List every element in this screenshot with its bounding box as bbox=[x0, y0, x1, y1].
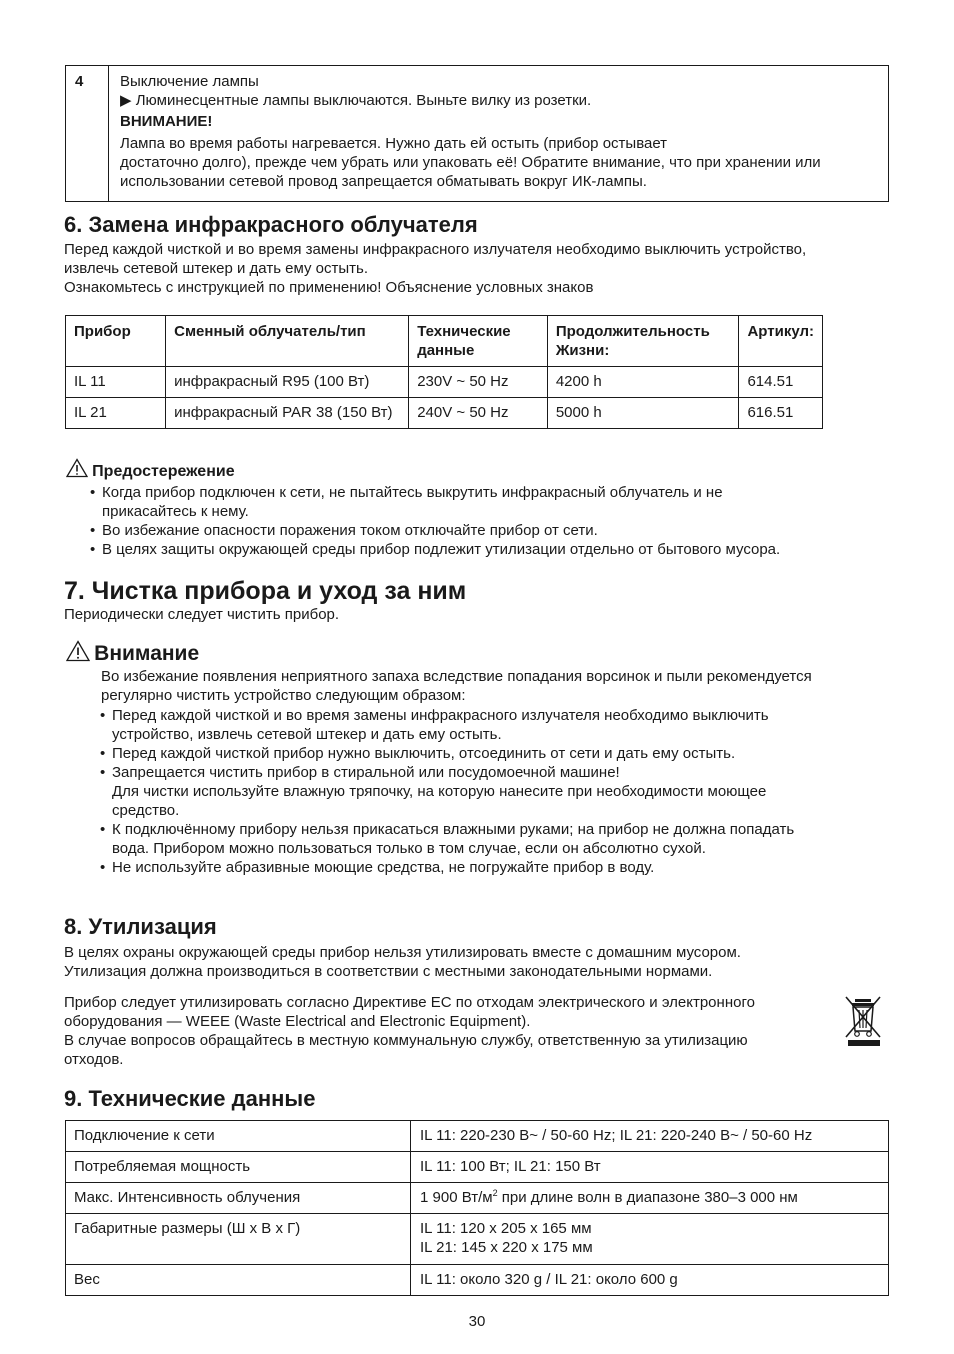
list-item-text: К подключённому прибору нельзя прикасаться влажными руками; на прибор не должна попадать bbox=[112, 821, 795, 838]
lamp-table-header-life-l2: Жизни: bbox=[555, 342, 610, 359]
table-row bbox=[66, 1265, 889, 1296]
section8-p6: отходов. bbox=[64, 1051, 124, 1068]
section8-p1: В целях охраны окружающей среды прибор нельзя утилизировать вместе с домашним мусором. bbox=[64, 944, 741, 961]
list-item-text: Перед каждой чисткой прибор нужно выключить, отсоединить от сети и дать ему остыть. bbox=[112, 745, 736, 762]
list-item bbox=[100, 782, 890, 801]
list-item: • Когда прибор подключен к сети, не пытайтесь выкрутить инфракрасный облучатель и не bbox=[90, 484, 723, 501]
list-item-text: Для чистки используйте влажную тряпочку, на которую нанесите при необходимости моющее bbox=[112, 783, 767, 800]
list-item-text: В целях защиты окружающей среды прибор подлежит утилизации отдельно от бытового мусора. bbox=[102, 541, 781, 558]
list-item-text: Перед каждой чисткой и во время замены инфракрасного излучателя необходимо выключить bbox=[112, 707, 769, 724]
table-cell: инфракрасный PAR 38 (150 Вт) bbox=[166, 398, 409, 429]
section6-intro bbox=[64, 240, 894, 297]
table-row bbox=[66, 1121, 889, 1152]
list-item: • Во избежание опасности поражения током отключайте прибор от сети. bbox=[90, 522, 598, 539]
section7-intro1: Во избежание появления неприятного запаха вследствие попадания ворсинок и пыли рекомендуется bbox=[101, 668, 812, 685]
table-cell: 5000 h bbox=[547, 398, 739, 429]
caution-title: ВНИМАНИЕ! bbox=[120, 113, 213, 130]
value-line: IL 11: 120 x 205 x 165 мм bbox=[420, 1220, 592, 1237]
table-cell: IL 21 bbox=[66, 398, 166, 429]
list-item-text: устройство, извлечь сетевой штекер и дать ему остыть. bbox=[112, 726, 502, 743]
lamp-table-header-life bbox=[547, 316, 739, 367]
table-cell: 614.51 bbox=[739, 367, 823, 398]
table-row bbox=[66, 398, 823, 429]
table-row bbox=[66, 1214, 889, 1265]
caution-line2: достаточно долго), прежде чем убрать или упаковать её! Обратите внимание, что при хранении или bbox=[120, 154, 821, 171]
page-number: 30 bbox=[468, 1313, 486, 1330]
table-cell: 4200 h bbox=[547, 367, 739, 398]
lamp-table-header-life-l1: Продолжительность bbox=[555, 323, 710, 340]
table-cell-key: Вес bbox=[66, 1265, 411, 1296]
step4-number: 4 bbox=[75, 73, 84, 90]
section6-p1: Перед каждой чисткой и во время замены инфракрасного излучателя необходимо выключить устройство, bbox=[64, 241, 807, 258]
lamp-table-header-device: Прибор bbox=[66, 316, 166, 367]
value-superscript: 2 bbox=[492, 1188, 498, 1198]
section6-warning-list bbox=[90, 483, 890, 559]
table-cell: 616.51 bbox=[739, 398, 823, 429]
lamp-table-header-tech-l1: Технические bbox=[417, 323, 511, 340]
caution-line1: Лампа во время работы нагревается. Нужно дать ей остыть (прибор остывает bbox=[120, 135, 668, 152]
caution-line3: использовании сетевой провод запрещается обматывать вокруг ИК-лампы. bbox=[120, 173, 647, 190]
warning-triangle-icon bbox=[66, 640, 90, 662]
weee-crossed-bin-icon bbox=[844, 995, 882, 1047]
section6-p2: извлечь сетевой штекер и дать ему остыть. bbox=[64, 260, 369, 277]
table-row bbox=[66, 367, 823, 398]
table-cell-key: Габаритные размеры (Ш x В x Г) bbox=[66, 1214, 411, 1265]
list-item-text: Не используйте абразивные моющие средства, не погружайте прибор в воду. bbox=[112, 859, 655, 876]
list-item: • В целях защиты окружающей среды прибор подлежит утилизации отдельно от бытового мусора. bbox=[90, 541, 781, 558]
section7-title: 7. Чистка прибора и уход за ним bbox=[64, 577, 467, 605]
list-item: • К подключённому прибору нельзя прикасаться влажными руками; на прибор не должна попадать bbox=[100, 821, 795, 838]
lamp-table-header-tech-l2: данные bbox=[417, 342, 475, 359]
section7-intro2: регулярно чистить устройство следующим образом: bbox=[101, 687, 466, 704]
table-cell-value: IL 11: 100 Вт; IL 21: 150 Вт bbox=[411, 1152, 889, 1183]
section6-warning-title: Предостережение bbox=[92, 463, 235, 480]
section7-warning-heading bbox=[66, 640, 199, 665]
table-cell: инфракрасный R95 (100 Вт) bbox=[166, 367, 409, 398]
lamp-table-header-article: Артикул: bbox=[739, 316, 823, 367]
table-row bbox=[66, 1183, 889, 1214]
section8-body bbox=[64, 943, 844, 1069]
list-item bbox=[100, 725, 890, 744]
section8-title: 8. Утилизация bbox=[64, 914, 217, 939]
table-cell-key: Подключение к сети bbox=[66, 1121, 411, 1152]
section9-title: 9. Технические данные bbox=[64, 1086, 316, 1111]
list-item-text: Когда прибор подключен к сети, не пытайтесь выкрутить инфракрасный облучатель и не bbox=[102, 484, 723, 501]
list-item: • Не используйте абразивные моющие средства, не погружайте прибор в воду. bbox=[100, 859, 655, 876]
table-cell-key: Потребляемая мощность bbox=[66, 1152, 411, 1183]
section6-warning-heading bbox=[66, 458, 235, 481]
section8-p2: Утилизация должна производиться в соответствии с местными законодательными нормами. bbox=[64, 963, 713, 980]
table-cell: 230V ~ 50 Hz bbox=[409, 367, 548, 398]
list-item-text: прикасайтесь к нему. bbox=[102, 503, 249, 520]
list-item: • Запрещается чистить прибор в стиральной или посудомоечной машине! bbox=[100, 764, 620, 781]
table-cell-key: Макс. Интенсивность облучения bbox=[66, 1183, 411, 1214]
lamp-table-header-tech bbox=[409, 316, 548, 367]
step4-text bbox=[120, 72, 880, 191]
section8-p3: Прибор следует утилизировать согласно Директиве ЕС по отходам электрического и электронного bbox=[64, 994, 755, 1011]
step4-divider bbox=[108, 66, 109, 201]
list-item bbox=[100, 839, 890, 858]
section8-p4: оборудования — WEEE (Waste Electrical and Electronic Equipment). bbox=[64, 1013, 531, 1030]
table-cell: 240V ~ 50 Hz bbox=[409, 398, 548, 429]
step4-line2: ▶ Люминесцентные лампы выключаются. Выньте вилку из розетки. bbox=[120, 92, 592, 109]
value-part: 1 900 Вт/м bbox=[420, 1189, 493, 1206]
step4-box bbox=[65, 65, 889, 202]
tech-data-table bbox=[65, 1120, 889, 1296]
step4-line1: Выключение лампы bbox=[120, 73, 259, 90]
value-part: при длине волн в диапазоне 380–3 000 нм bbox=[497, 1189, 798, 1206]
lamp-table bbox=[65, 315, 823, 429]
value-line: IL 21: 145 x 220 x 175 мм bbox=[420, 1239, 593, 1256]
table-cell-value bbox=[411, 1214, 889, 1265]
list-item: • Перед каждой чисткой прибор нужно выключить, отсоединить от сети и дать ему остыть. bbox=[100, 745, 736, 762]
table-cell-value: IL 11: 220-230 В~ / 50-60 Hz; IL 21: 220-240 В~ / 50-60 Hz bbox=[411, 1121, 889, 1152]
section8-p5: В случае вопросов обращайтесь в местную коммунальную службу, ответственную за утилизацию bbox=[64, 1032, 748, 1049]
lamp-table-header-type: Сменный облучатель/тип bbox=[166, 316, 409, 367]
list-item-text: средство. bbox=[112, 802, 180, 819]
list-item bbox=[90, 502, 890, 521]
section7-body bbox=[101, 667, 891, 705]
list-item: • Перед каждой чисткой и во время замены инфракрасного излучателя необходимо выключить bbox=[100, 707, 769, 724]
list-item-text: вода. Прибором можно пользоваться только в том случае, если он абсолютно сухой. bbox=[112, 840, 706, 857]
section6-p3: Ознакомьтесь с инструкцией по применению! Объяснение условных знаков bbox=[64, 279, 594, 296]
section6-title: 6. Замена инфракрасного облучателя bbox=[64, 212, 478, 237]
table-cell: IL 11 bbox=[66, 367, 166, 398]
section7-warning-title: Внимание bbox=[94, 642, 200, 665]
section7-list bbox=[100, 706, 890, 877]
table-cell-value: IL 11: около 320 g / IL 21: около 600 g bbox=[411, 1265, 889, 1296]
list-item-text: Во избежание опасности поражения током отключайте прибор от сети. bbox=[102, 522, 598, 539]
list-item-text: Запрещается чистить прибор в стиральной или посудомоечной машине! bbox=[112, 764, 620, 781]
table-cell-value bbox=[411, 1183, 889, 1214]
list-item bbox=[100, 801, 890, 820]
warning-triangle-icon bbox=[66, 458, 88, 478]
table-row bbox=[66, 1152, 889, 1183]
section7-p1: Периодически следует чистить прибор. bbox=[64, 606, 340, 623]
